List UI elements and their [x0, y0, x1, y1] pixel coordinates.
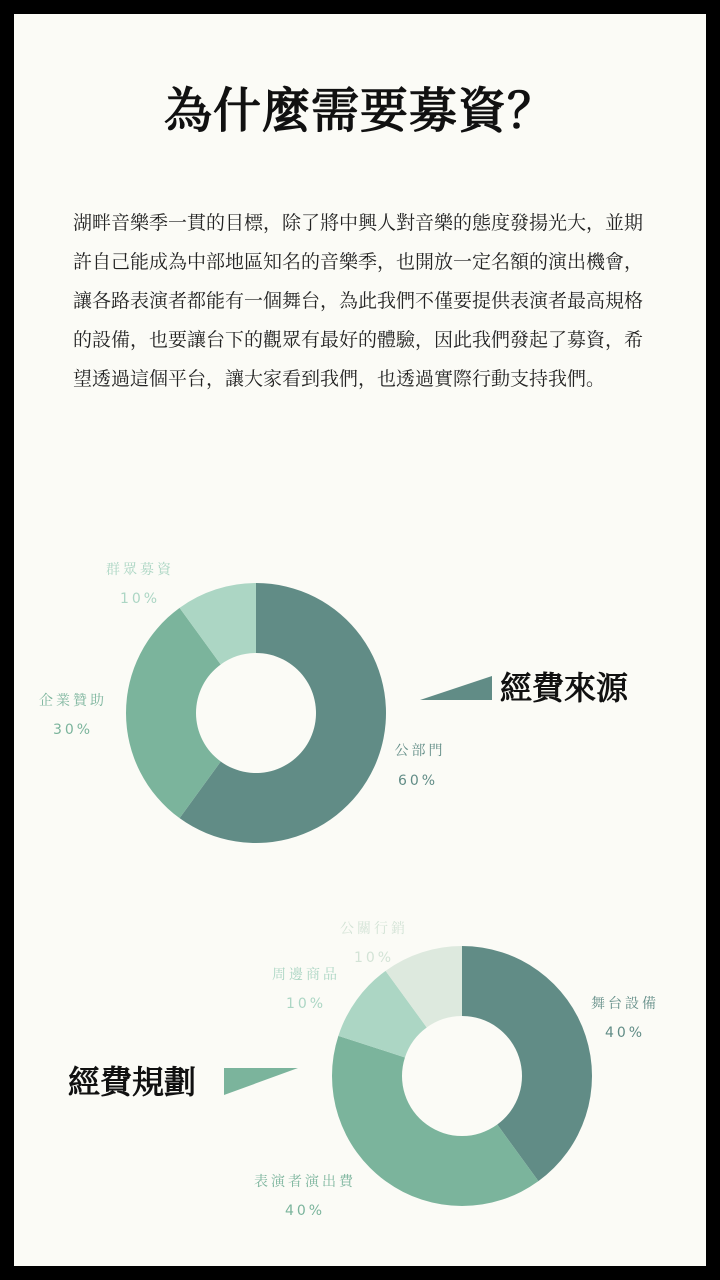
- slice-label-pr-marketing: 公關行銷: [340, 921, 408, 937]
- slice-label-corporate-sponsor: 企業贊助: [39, 693, 107, 709]
- budget-plan-donut: [332, 946, 592, 1206]
- slice-value-performer-fees: 40%: [284, 1203, 326, 1219]
- slice-label-performer-fees: 表演者演出費: [254, 1174, 356, 1190]
- funding-sources-pointer: [420, 676, 492, 700]
- slice-value-public-sector: 60%: [397, 773, 439, 789]
- slice-value-crowdfunding: 10%: [119, 591, 161, 607]
- slice-value-corporate-sponsor: 30%: [52, 722, 94, 738]
- funding-sources-title: 經費來源: [500, 669, 629, 707]
- funding-sources-donut: [126, 583, 386, 843]
- budget-plan-title: 經費規劃: [68, 1063, 197, 1101]
- slice-label-stage-equipment: 舞台設備: [591, 996, 659, 1012]
- slice-label-public-sector: 公部門: [394, 743, 446, 759]
- intro-paragraph: 湖畔音樂季一貫的目標，除了將中興人對音樂的態度發揚光大，並期許自己能成為中部地區知名的音樂季，也開放一定名額的演出機會，讓各路表演者都能有一個舞台，為此我們不僅要提供表演者最高規格的設備，也要讓台下的觀眾有最好的體驗，因此我們發起了募資，希望透過這個平台，讓大家看到我們，也透過實際行動支持我們。: [73, 212, 644, 390]
- slice-value-stage-equipment: 40%: [604, 1025, 646, 1041]
- slice-value-merchandise: 10%: [285, 996, 327, 1012]
- budget-plan-pointer: [224, 1068, 298, 1095]
- slice-label-merchandise: 周邊商品: [272, 967, 340, 983]
- slice-value-pr-marketing: 10%: [353, 950, 395, 966]
- page-title: 為什麼需要募資？: [163, 83, 556, 139]
- slice-label-crowdfunding: 群眾募資: [106, 562, 174, 578]
